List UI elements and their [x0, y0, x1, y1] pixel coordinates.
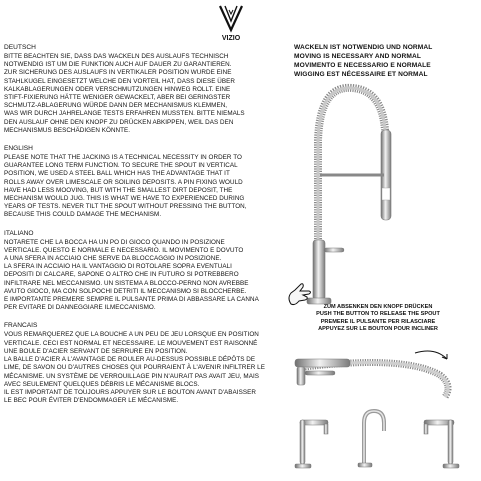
instructions-column: [4, 44, 287, 415]
arrow-icon: [415, 351, 447, 359]
section-body: BITTE BEACHTEN SIE, DASS DAS WACKELN DES AUSLAUFS TECHNISCH NOTWENDIG IST UM DIE FUNKTION AUCH AUF DAUER ZU GARANTIEREN. ZUR SICHERUNG DES AUSLAUFS IN VERTIKALER POSITION WURDE EINE STAHLKUGEL EINGESETZT WELCHE DEN VORTEIL HAT, DASS DIESE ÜBER KALKABLAGERUNGEN ODER VERSCHMUTZUNGEN HINWEG ROLLT. EINE STIFT-FIXIERUNG HÄTTE WENIGER GEWACKELT, ABER BEI GERINGSTER SCHMUTZ-ABLAGERUNG WÜRDE DANN DER MECHANISMUS KLEMMEN, WAS WIR DURCH JAHRELANGE TESTS ERFAHREN MUSSTEN. BITTE NIEMALS DEN AUSLAUF OHNE DEN KNOPF ZU DRÜCKEN ABKIPPEN, WEIL DAS DEN MECHANISMUS BESCHÄDIGEN KÖNNTE.: [4, 53, 245, 134]
section-francais: [4, 322, 287, 405]
section-title: ENGLISH: [4, 145, 33, 153]
section-title: DEUTSCH: [4, 44, 36, 51]
faucet-variant-2: [350, 405, 395, 470]
note-push-button: ZUM ABSENKEN DEN KNOPF DRÜCKEN PUSH THE BUTTON TO RELEASE THE SPOUT PREMERE IL PULSANTE PER RILASCIARE APPUYEZ SUR LE BOUTON POUR INCLINER: [316, 304, 440, 332]
section-title: FRANCAIS: [4, 322, 38, 330]
faucet-tilted-illustration: [285, 345, 475, 405]
faucet-variant-1: [292, 410, 337, 470]
note-wiggle-normal: WACKELN IST NOTWENDIG UND NORMAL MOVING IS NECESSARY AND NORMAL MOVIMENTO E NECESSARIO E NORMALE WIGGING EST NÉCESSAIRE ET NORMAL: [294, 44, 433, 78]
section-body: NOTARETE CHE LA BOCCA HA UN PO DI GIOCO QUANDO IN POSIZIONE VERTICALE. QUESTO E NORMALE E NECESSARIO. IL MOVIMENTO E DOVUTO A UNA SFERA IN ACCIAIO CHE SERVE DA BLOCCAGGIO IN POSIZIONE. LA SFERA IN ACCIAIO HA IL VANTAGGIO DI ROTOLARE SOPRA EVENTUALI DEPOSITI DI CALCARE, SAPONE O ALTRO CHE IN FUTURO SI POTREBBERO INFILTRARE NEL MECCANISMO. UN SISTEMA A BLOCCO-PERNO NON AVREBBE AVUTO GIOCO, MA CON SOLPOCHI DETRITI IL MECCANISMO SI BLOCCHERBE. E IMPORTANTE PREMERE SEMPRE IL PULSANTE PRIMA DI ABBASSARE LA CANNA PER EVITARE DI DANNEGGIARE ILMECCANISMO.: [4, 238, 259, 312]
faucet-lever: [324, 248, 344, 252]
section-english: [4, 145, 287, 220]
brand-name: VIZIO: [221, 35, 241, 42]
vizio-logo-icon: [217, 4, 245, 44]
section-deutsch: [4, 44, 287, 135]
section-italiano: [4, 230, 287, 313]
section-body: PLEASE NOTE THAT THE JACKING IS A TECHNICAL NECESSITY IN ORDER TO GUARANTEE LONG TERM FUNCTION. TO SECURE THE SPOUT IN VERTICAL POSITION, WE USED A STEEL BALL WHICH HAS THE ADVANTAGE THAT IT ROLLS AWAY OVER LIMESCALE OR SOILING DEPOSITS. A PIN FIXING WOULD HAVE HAD LESS MOOVING, BUT WITH THE SMALLEST DIRT DEPOSIT, THE MECHANISM WOULD JUG. THIS IS WHAT WE HAVE TO EXPERIENCED DURING YEARS OF TESTS. NEVER TILT THE SPOUT WITHOUT PRESSING THE BUTTON, BECAUSE THIS COULD DAMAGE THE MECHANISM.: [4, 154, 247, 219]
section-body: VOUS REMARQUEREZ QUE LA BOUCHE A UN PEU DE JEU LORSQUE EN POSITION VERTICALE. CECI EST NORMAL ET NECESSAIRE. LE MOUVEMENT EST RAISONNÉ UNE BOULE D'ACIER SERVANT DE SERRURE EN POSITION. LA BALLE D'ACIER A L'AVANTAGE DE ROULER AU-DESSUS POSSIBLE DÉPÔTS DE LIME, DE SAVON OU D'AUTRES CHOSES QUI POURRAIENT À L'AVENIR INFILTRER LE MÉCANISME. UN SYSTÈME DE VERROUILLAGE PIN N'AURAIT PAS AVAIT JEU, MAIS AVEC SEULEMENT QUELQUES DÉBRIS LE MÉCANISME BLOCS. IL EST IMPORTANT DE TOUJOURS APPUYER SUR LE BOUTON AVANT D'ABAISSER LE BEC POUR ÉVITER D'ENDOMMAGER LE MÉCANISME.: [4, 331, 265, 405]
section-title: ITALIANO: [4, 229, 34, 237]
faucet-illustration: [280, 70, 480, 310]
faucet-variant-3: [418, 410, 463, 470]
